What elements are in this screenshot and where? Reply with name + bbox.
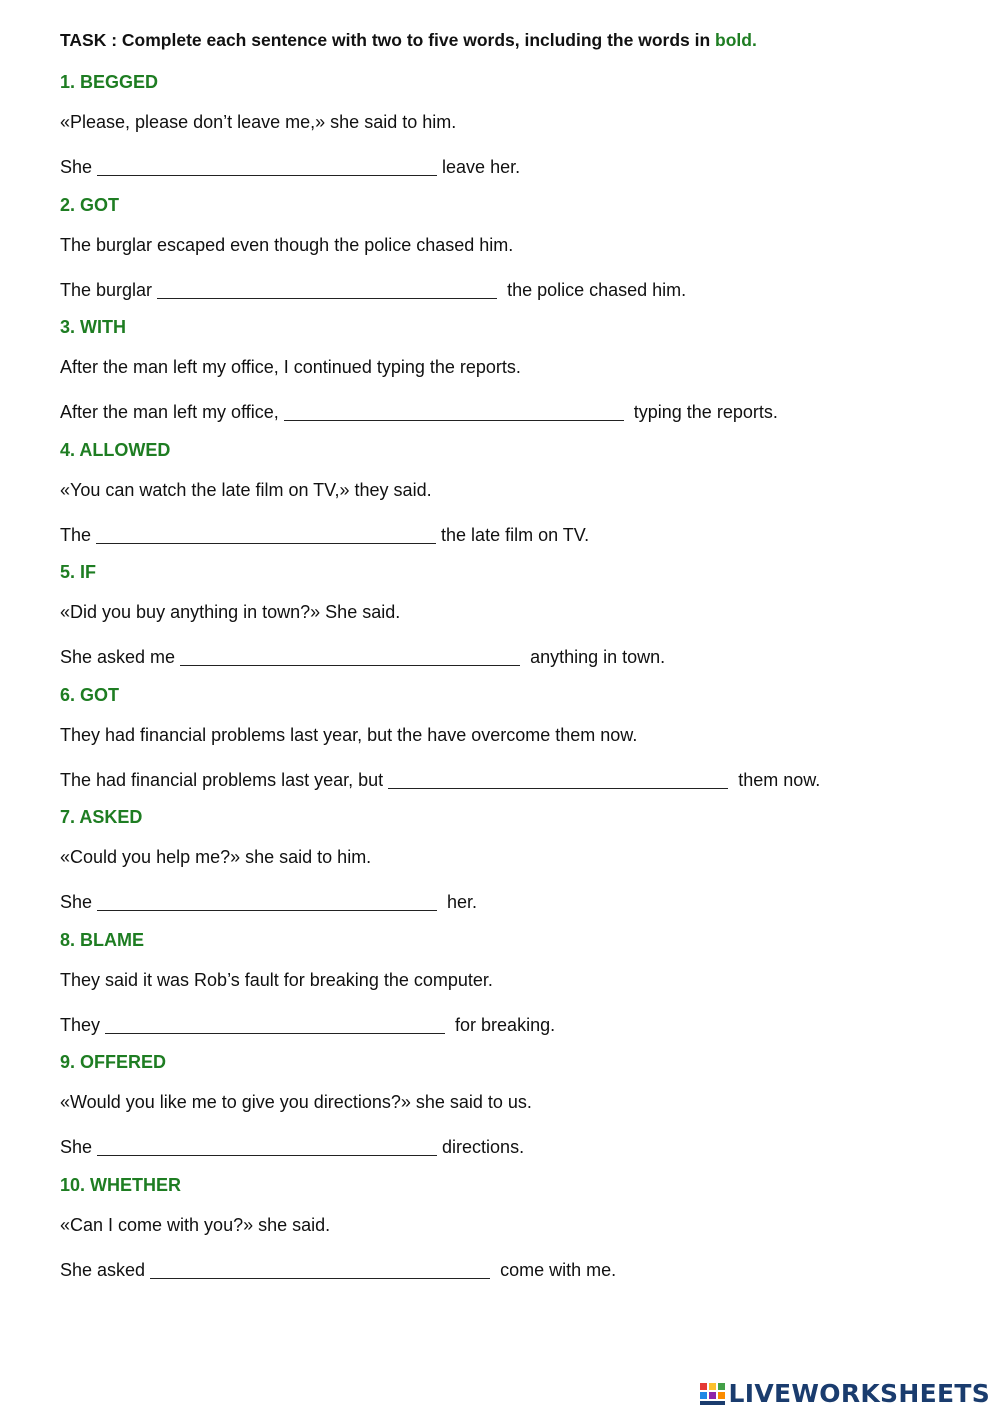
rewrite-after: them now. bbox=[733, 769, 821, 790]
original-sentence: «Can I come with you?» she said. bbox=[60, 1214, 331, 1235]
exercise-keyword: 3. WITH bbox=[60, 317, 126, 337]
rewrite-after: for breaking. bbox=[450, 1014, 556, 1035]
original-sentence: The burglar escaped even though the police chased him. bbox=[60, 234, 514, 255]
rewrite-sentence bbox=[60, 765, 820, 791]
rewrite-sentence bbox=[60, 887, 477, 913]
original-sentence: After the man left my office, I continued typing the reports. bbox=[60, 357, 521, 377]
task-keyword-bold: bold. bbox=[715, 30, 757, 50]
answer-blank[interactable] bbox=[150, 1258, 490, 1279]
original-sentence: They said it was Rob’s fault for breaking the computer. bbox=[60, 969, 493, 990]
original-sentence: «You can watch the late film on TV,» they said. bbox=[60, 479, 432, 500]
rewrite-after: come with me. bbox=[495, 1259, 617, 1280]
rewrite-sentence bbox=[60, 275, 686, 301]
rewrite-after: typing the reports. bbox=[628, 402, 778, 422]
exercise-item-6 bbox=[60, 685, 960, 808]
rewrite-before: They bbox=[60, 1014, 101, 1035]
rewrite-before: She bbox=[60, 1137, 93, 1157]
exercise-item-2 bbox=[60, 195, 960, 318]
original-sentence: «Would you like me to give you directions?» she said to us. bbox=[60, 1092, 532, 1112]
task-instruction bbox=[60, 30, 757, 51]
exercise-item-7 bbox=[60, 807, 960, 930]
answer-blank[interactable] bbox=[96, 523, 436, 544]
answer-blank[interactable] bbox=[97, 155, 437, 176]
exercise-list bbox=[60, 72, 960, 1297]
exercise-item-8 bbox=[60, 930, 960, 1053]
exercise-item-4 bbox=[60, 440, 960, 563]
answer-blank[interactable] bbox=[97, 890, 437, 911]
exercise-keyword: 1. BEGGED bbox=[60, 72, 159, 92]
rewrite-sentence bbox=[60, 152, 520, 178]
rewrite-after: anything in town. bbox=[525, 647, 666, 667]
answer-blank[interactable] bbox=[180, 645, 520, 666]
exercise-keyword: 6. GOT bbox=[60, 684, 120, 705]
rewrite-sentence bbox=[60, 642, 665, 668]
liveworksheets-logo-icon bbox=[699, 1382, 727, 1406]
original-sentence: «Please, please don’t leave me,» she said to him. bbox=[60, 112, 457, 132]
answer-blank[interactable] bbox=[157, 278, 497, 299]
liveworksheets-footer bbox=[699, 1381, 990, 1407]
exercise-keyword: 4. ALLOWED bbox=[60, 439, 171, 460]
rewrite-before: She asked bbox=[60, 1259, 146, 1280]
exercise-keyword: 2. GOT bbox=[60, 194, 120, 215]
rewrite-sentence bbox=[60, 1010, 555, 1036]
answer-blank[interactable] bbox=[97, 1135, 437, 1156]
task-prefix: TASK : Complete each sentence with two to five words, including the words in bbox=[60, 30, 716, 50]
exercise-item-1 bbox=[60, 72, 960, 195]
rewrite-before: She bbox=[60, 157, 93, 177]
exercise-keyword: 9. OFFERED bbox=[60, 1052, 167, 1072]
rewrite-before: She asked me bbox=[60, 647, 176, 667]
rewrite-before: The had financial problems last year, but bbox=[60, 769, 384, 790]
rewrite-after: directions. bbox=[442, 1137, 525, 1157]
rewrite-after: her. bbox=[442, 892, 478, 912]
original-sentence: «Could you help me?» she said to him. bbox=[60, 847, 372, 867]
rewrite-after: the police chased him. bbox=[502, 279, 687, 300]
rewrite-before: The burglar bbox=[60, 279, 153, 300]
answer-blank[interactable] bbox=[105, 1013, 445, 1034]
rewrite-sentence bbox=[60, 520, 589, 546]
original-sentence: «Did you buy anything in town?» She said. bbox=[60, 602, 401, 622]
rewrite-after: leave her. bbox=[442, 157, 521, 177]
exercise-keyword: 10. WHETHER bbox=[60, 1174, 182, 1195]
exercise-keyword: 5. IF bbox=[60, 562, 97, 582]
exercise-item-10 bbox=[60, 1175, 960, 1298]
rewrite-before: The bbox=[60, 524, 92, 545]
answer-blank[interactable] bbox=[284, 400, 624, 421]
rewrite-after: the late film on TV. bbox=[441, 524, 590, 545]
original-sentence: They had financial problems last year, but the have overcome them now. bbox=[60, 724, 638, 745]
rewrite-before: After the man left my office, bbox=[60, 402, 279, 422]
exercise-keyword: 7. ASKED bbox=[60, 807, 143, 827]
exercise-keyword: 8. BLAME bbox=[60, 929, 145, 950]
answer-blank[interactable] bbox=[388, 768, 728, 789]
exercise-item-9 bbox=[60, 1052, 960, 1175]
rewrite-sentence bbox=[60, 1255, 616, 1281]
rewrite-before: She bbox=[60, 892, 93, 912]
rewrite-sentence bbox=[60, 397, 778, 423]
liveworksheets-brand: LIVEWORKSHEETS bbox=[728, 1379, 990, 1408]
exercise-item-5 bbox=[60, 562, 960, 685]
rewrite-sentence bbox=[60, 1132, 524, 1158]
exercise-item-3 bbox=[60, 317, 960, 440]
